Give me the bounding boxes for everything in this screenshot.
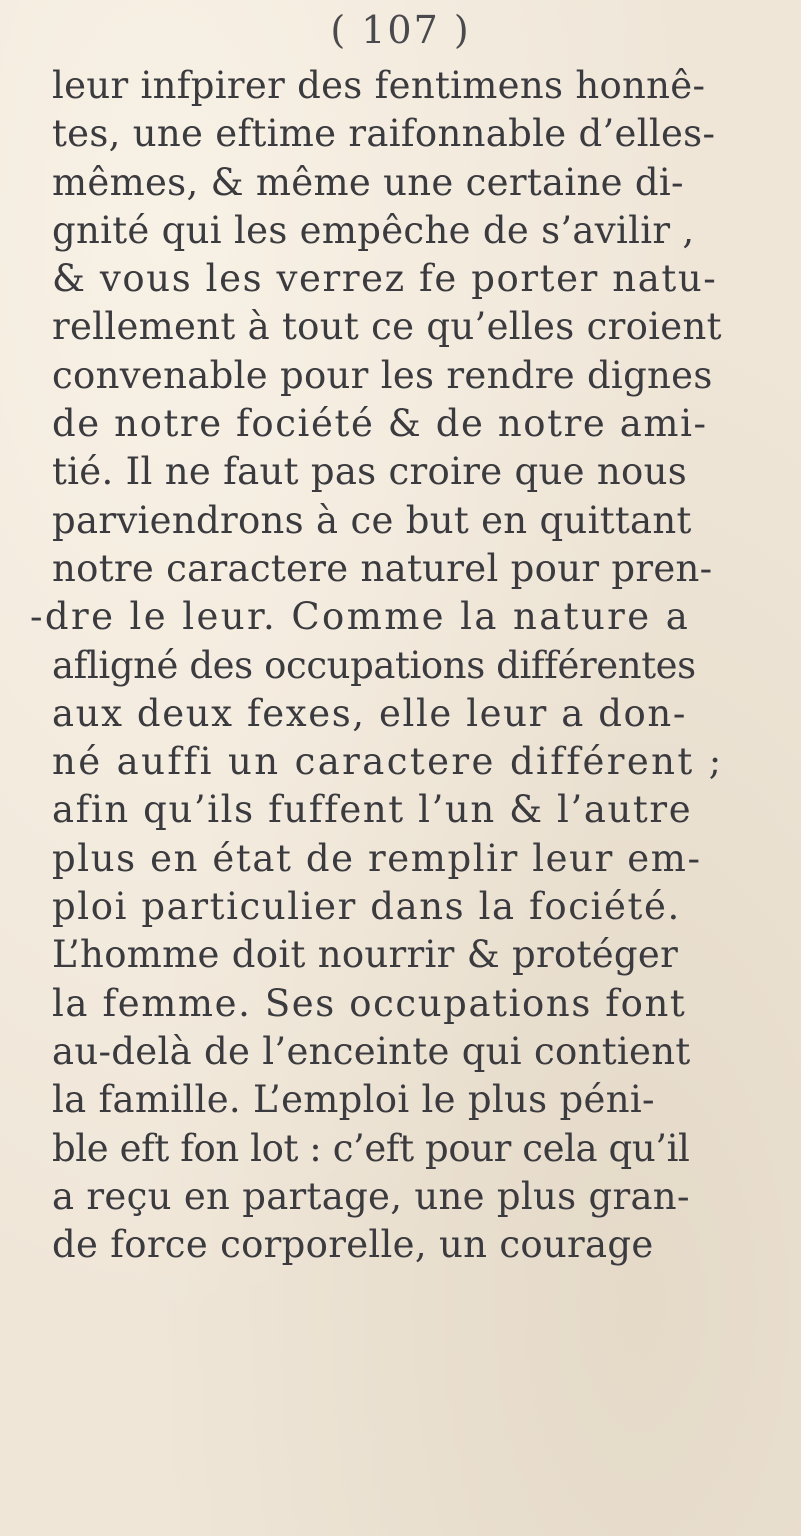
text-line-23: ble eft fon lot : c’eft pour cela qu’il [52,1126,690,1170]
text-line-1: leur infpirer des fentimens honnê- [52,64,706,107]
text-line-2: tes, une eftime raifonnable d’elles- [52,112,716,156]
text-line-19: L’homme doit nourrir & protéger [52,933,679,977]
text-line-22: la famille. L’emploi le plus péni- [52,1078,655,1122]
text-line-18: ploi particulier dans la fociété. [52,885,681,929]
text-line-5: & vous les verrez fe porter natu- [52,257,718,301]
text-line-4: gnité qui les empêche de s’avilir , [52,208,695,252]
text-line-14: aux deux fexes, elle leur a don- [52,691,687,735]
text-line-20: la femme. Ses occupations font [52,981,687,1025]
text-line-24: a reçu en partage, une plus gran- [52,1174,690,1218]
body-text [30,62,787,1269]
text-line-15: né auffi un caractere différent ; [52,740,724,784]
text-line-10: parviendrons à ce but en quittant [52,498,692,542]
text-line-9: tié. Il ne faut pas croire que nous [52,450,687,494]
page-number: ( 107 ) [330,8,471,52]
text-line-17: plus en état de remplir leur em- [52,836,702,880]
text-line-11: notre caractere naturel pour pren- [52,546,713,590]
text-line-21: au-delà de l’enceinte qui contient [52,1029,691,1073]
text-line-12: -dre le leur. Comme la nature a [30,595,691,639]
text-line-8: de notre fociété & de notre ami- [52,402,708,446]
text-line-6: rellement à tout ce qu’elles croient [52,305,722,349]
text-line-13: afligné des occupations différentes [52,643,696,687]
text-line-16: afin qu’ils fuffent l’un & l’autre [52,788,693,832]
text-line-7: convenable pour les rendre dignes [52,353,713,397]
text-line-3: mêmes, & même une certaine di- [52,160,684,204]
text-line-25: de force corporelle, un courage [52,1223,654,1267]
